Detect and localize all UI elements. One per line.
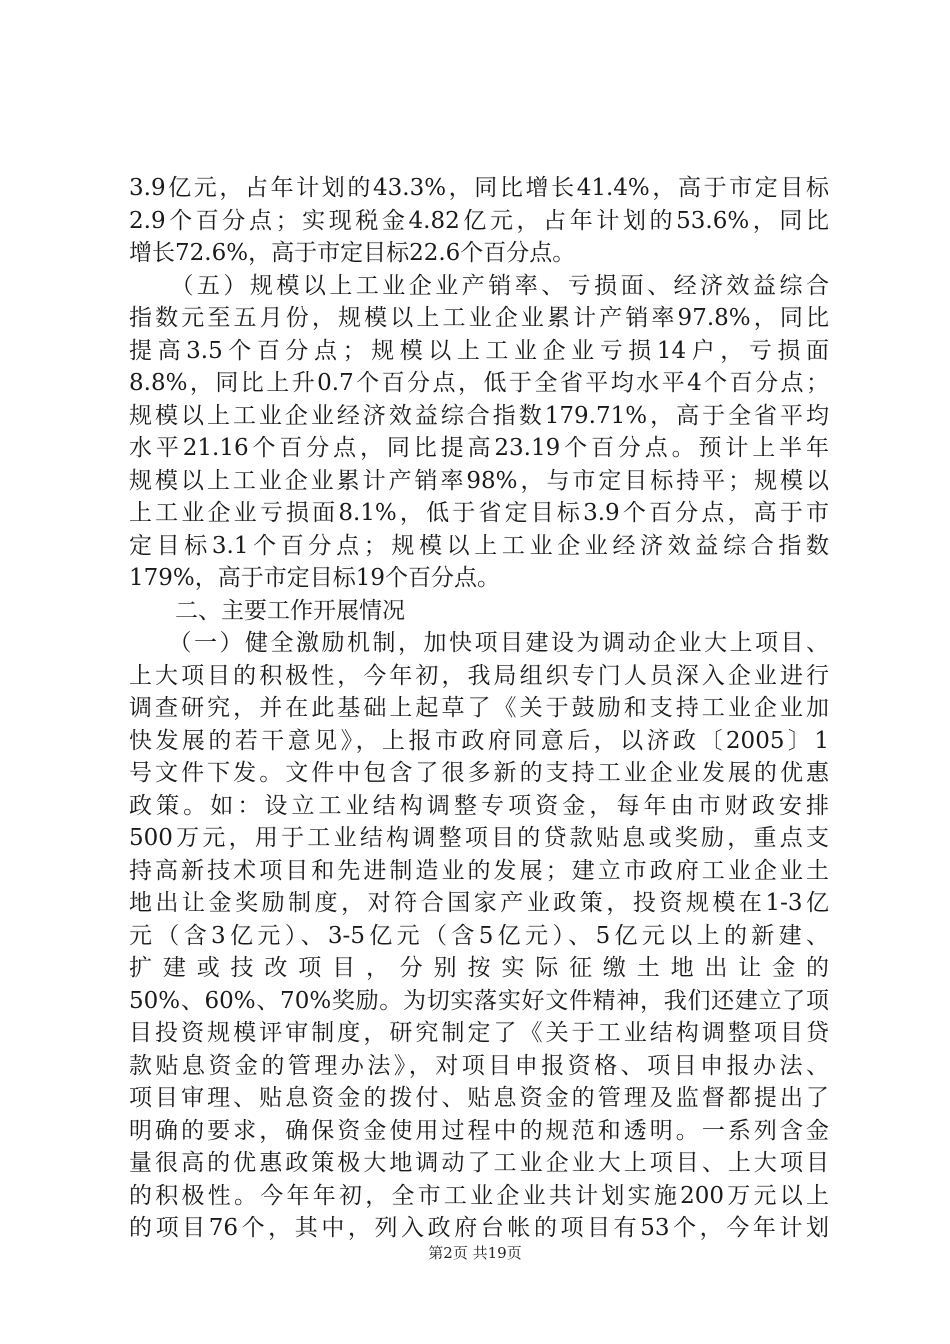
text-line: 款贴息资金的管理办法》，对项目申报资格、项目申报办法、 xyxy=(129,1052,829,1079)
text-line: 增长72.6%，高于市定目标22.6个百分点。 xyxy=(129,240,576,266)
text-line: 规模以上工业企业累计产销率98%，与市定目标持平；规模以 xyxy=(129,467,829,494)
text-line: 8.8%，同比上升0.7个百分点，低于全省平均水平4个百分点； xyxy=(129,370,829,396)
text-line: 定目标3.1个百分点；规模以上工业企业经济效益综合指数 xyxy=(129,532,829,559)
text-line: 的项目76个，其中，列入政府台帐的项目有53个，今年计划 xyxy=(129,1215,829,1241)
text-line: 项目审理、贴息资金的拨付、贴息资金的管理及监督都提出了 xyxy=(129,1085,829,1111)
text-line: （一）健全激励机制，加快项目建设为调动企业大上项目、 xyxy=(129,630,829,656)
text-line: 规模以上工业企业经济效益综合指数179.71%，高于全省平均 xyxy=(129,402,829,429)
text-line: 量很高的优惠政策极大地调动了工业企业大上项目、上大项目 xyxy=(129,1150,829,1176)
text-line: 快发展的若干意见》，上报市政府同意后，以济政〔2005〕1 xyxy=(129,727,829,754)
text-line: （五）规模以上工业企业产销率、亏损面、经济效益综合 xyxy=(129,272,829,299)
text-line: 50%、60%、70%奖励。为切实落实好文件精神，我们还建立了项 xyxy=(129,987,829,1014)
text-line: 500万元，用于工业结构调整项目的贷款贴息或奖励，重点支 xyxy=(129,825,829,851)
text-line: 目投资规模评审制度，研究制定了《关于工业结构调整项目贷 xyxy=(129,1020,829,1046)
text-line: 的积极性。今年年初，全市工业企业共计划实施200万元以上 xyxy=(129,1182,829,1209)
text-line: 调查研究，并在此基础上起草了《关于鼓励和支持工业企业加 xyxy=(129,695,829,721)
text-line: 号文件下发。文件中包含了很多新的支持工业企业发展的优惠 xyxy=(129,760,829,786)
text-line: 3.9亿元，占年计划的43.3%，同比增长41.4%，高于市定目标 xyxy=(129,175,829,201)
text-line: 二、主要工作开展情况 xyxy=(129,597,405,624)
text-line: 元（含3亿元）、3-5亿元（含5亿元）、5亿元以上的新建、 xyxy=(129,922,829,949)
text-line: 水平21.16个百分点，同比提高23.19个百分点。预计上半年 xyxy=(129,435,829,461)
text-line: 179%，高于市定目标19个百分点。 xyxy=(129,565,501,591)
page-footer: 第2页 共19页 xyxy=(428,1244,522,1262)
text-line: 提高3.5个百分点；规模以上工业企业亏损14户，亏损面 xyxy=(129,337,829,364)
text-line: 指数元至五月份，规模以上工业企业累计产销率97.8%，同比 xyxy=(129,305,829,331)
text-line: 明确的要求，确保资金使用过程中的规范和透明。一系列含金 xyxy=(129,1117,829,1144)
text-line: 上工业企业亏损面8.1%，低于省定目标3.9个百分点，高于市 xyxy=(129,500,829,526)
text-line: 上大项目的积极性，今年初，我局组织专门人员深入企业进行 xyxy=(129,662,829,689)
text-line: 扩建或技改项目，分别按实际征缴土地出让金的 xyxy=(129,955,829,981)
document-body xyxy=(129,172,829,1245)
text-line: 政策。如：设立工业结构调整专项资金，每年由市财政安排 xyxy=(129,792,829,819)
text-line: 地出让金奖励制度，对符合国家产业政策，投资规模在1-3亿 xyxy=(129,890,829,916)
text-line: 2.9个百分点；实现税金4.82亿元，占年计划的53.6%，同比 xyxy=(129,207,829,234)
text-line: 持高新技术项目和先进制造业的发展；建立市政府工业企业土 xyxy=(129,857,829,884)
